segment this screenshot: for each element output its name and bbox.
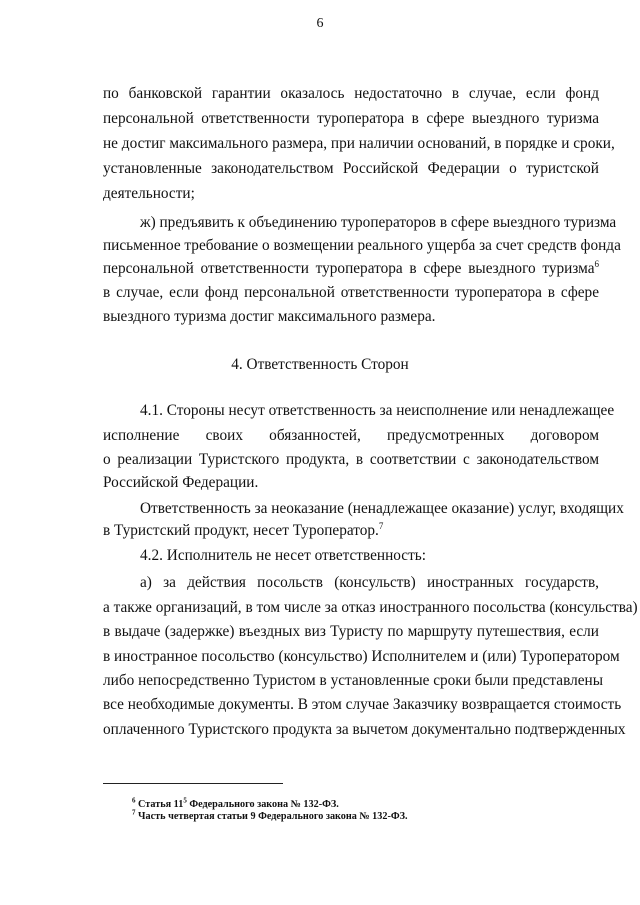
footnote-ref: 7 [378, 520, 384, 531]
paragraph-line: исполнение своих обязанностей, предусмотренных договором [103, 427, 599, 444]
paragraph-line: в иностранное посольство (консульство) Исполнителем и (или) Туроператором [103, 648, 620, 665]
paragraph-line: установленные законодательством Российской Федерации о туристской [103, 160, 599, 177]
paragraph-line: 4.1. Стороны несут ответственность за неисполнение или ненадлежащее [140, 402, 615, 419]
paragraph-line: Российской Федерации. [103, 474, 259, 491]
paragraph-line: либо непосредственно Туристом в установленные сроки были представлены [103, 672, 604, 689]
paragraph-line: 4.2. Исполнитель не несет ответственность: [140, 547, 427, 564]
paragraph-line: а) за действия посольств (консульств) иностранных государств, [140, 574, 599, 591]
paragraph-line: все необходимые документы. В этом случае Заказчику возвращается стоимость [103, 696, 622, 713]
section-heading: 4. Ответственность Сторон [231, 356, 409, 373]
paragraph-line: о реализации Туристского продукта, в соответствии с законодательством [103, 451, 599, 468]
footnote: $^7$ Часть четвертая статьи 9 Федерального закона № 132-ФЗ. [132, 808, 408, 822]
footnote-divider [103, 783, 283, 784]
paragraph-line: по банковской гарантии оказалось недостаточно в случае, если фонд [103, 85, 599, 102]
paragraph-line: в выдаче (задержке) въездных виз Туристу по маршруту путешествия, если [103, 623, 599, 640]
paragraph-line: ж) предъявить к объединению туроператоров в сфере выездного туризма [140, 214, 617, 231]
paragraph-line: Ответственность за неоказание (ненадлежащее оказание) услуг, входящих [140, 500, 624, 517]
paragraph-line: письменное требование о возмещении реального ущерба за счет средств фонда [103, 237, 621, 254]
paragraph-line: не достиг максимального размера, при наличии оснований, в порядке и сроки, [103, 135, 615, 152]
page-number: 6 [316, 16, 324, 31]
paragraph-line: в Туристский продукт, несет Туроператор.$^7$ [103, 520, 384, 539]
paragraph-line: выездного туризма достиг максимального размера. [103, 308, 436, 325]
paragraph-line: а также организаций, в том числе за отказ иностранного посольства (консульства) [103, 599, 638, 616]
paragraph-line: оплаченного Туристского продукта за вычетом документально подтвержденных [103, 721, 626, 738]
paragraph-line: деятельности; [103, 185, 195, 202]
paragraph-line: персональной ответственности туроператора в сфере выездного туризма$^6$ [103, 258, 599, 277]
paragraph-line: в случае, если фонд персональной ответственности туроператора в сфере [103, 284, 599, 301]
footnote: $^6$ Статья $11^5$ Федерального закона № 132-ФЗ. [132, 796, 339, 810]
footnote-ref: 6 [594, 258, 599, 269]
paragraph-line: персональной ответственности туроператора в сфере выездного туризма [103, 110, 599, 127]
